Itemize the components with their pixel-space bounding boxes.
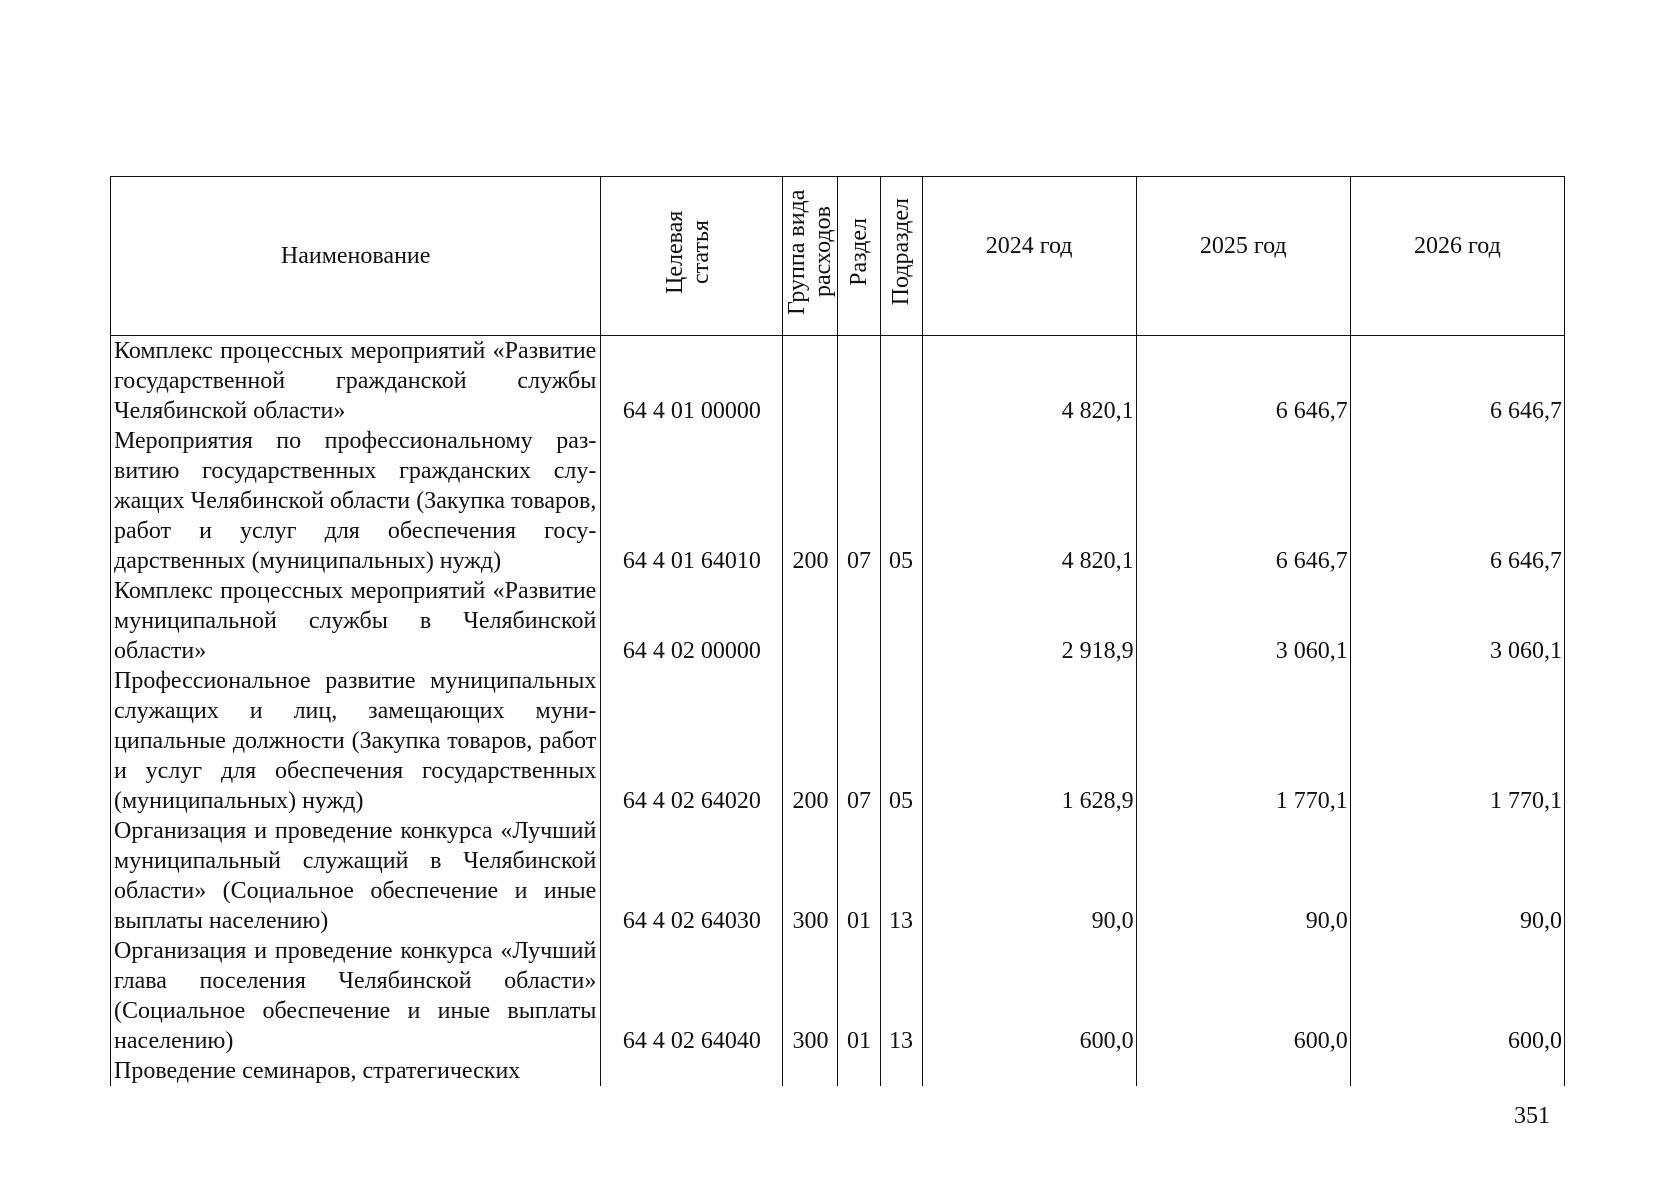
row-value-2024-cell: 4 820,1: [922, 336, 1136, 427]
header-expense-group: Группа вида расходов: [783, 177, 838, 336]
table-row: [111, 336, 1565, 427]
row-value-2026-cell: 6 646,7: [1350, 336, 1564, 427]
row-value-2025-cell: 90,0: [1136, 816, 1350, 936]
budget-table: [110, 176, 1565, 1086]
row-section-cell: [838, 336, 880, 427]
row-section-cell: 01: [838, 816, 880, 936]
header-section: Раздел: [838, 177, 880, 336]
row-target-article-cell: 64 4 01 00000: [601, 336, 783, 427]
row-section-cell: [838, 576, 880, 666]
row-value-2026-cell: 3 060,1: [1350, 576, 1564, 666]
row-subsection-cell: [880, 336, 922, 427]
row-expense-group-cell: 200: [783, 426, 838, 576]
table-header: [111, 177, 1565, 336]
row-value-2025-cell: [1136, 1056, 1350, 1086]
row-target-article-cell: 64 4 02 64020: [601, 666, 783, 816]
table-row: [111, 576, 1565, 666]
row-subsection-cell: 05: [880, 426, 922, 576]
page-number: 351: [1514, 1103, 1550, 1129]
row-value-2025-cell: 6 646,7: [1136, 336, 1350, 427]
row-value-2024-cell: 2 918,9: [922, 576, 1136, 666]
row-value-2026-cell: 6 646,7: [1350, 426, 1564, 576]
row-value-2024-cell: 4 820,1: [922, 426, 1136, 576]
row-expense-group-cell: 200: [783, 666, 838, 816]
row-section-cell: 07: [838, 666, 880, 816]
row-value-2024-cell: [922, 1056, 1136, 1086]
table-row: [111, 426, 1565, 576]
row-value-2024-cell: 600,0: [922, 936, 1136, 1056]
row-name-cell: Организация и проведение конкурса «Лучший глава поселения Челябинской области» (Социальное обеспечение и иные выплаты населению): [111, 936, 601, 1056]
row-subsection-cell: 05: [880, 666, 922, 816]
row-value-2026-cell: 600,0: [1350, 936, 1564, 1056]
row-value-2026-cell: [1350, 1056, 1564, 1086]
header-target-article: Целевая статья: [601, 177, 783, 336]
row-name-cell: Профессиональное развитие муниципальных служащих и лиц, замещающих муниципальные должности (Закупка товаров, работ и услуг для обеспечения государственных (муниципальных) нужд): [111, 666, 601, 816]
header-year-2025: 2025 год: [1136, 177, 1350, 336]
row-value-2024-cell: 90,0: [922, 816, 1136, 936]
header-name: Наименование: [111, 177, 601, 336]
row-section-cell: 01: [838, 936, 880, 1056]
row-expense-group-cell: [783, 576, 838, 666]
header-subsection: Подраздел: [880, 177, 922, 336]
table-row: [111, 816, 1565, 936]
row-value-2025-cell: 6 646,7: [1136, 426, 1350, 576]
row-subsection-cell: [880, 576, 922, 666]
row-target-article-cell: 64 4 02 64030: [601, 816, 783, 936]
row-expense-group-cell: [783, 1056, 838, 1086]
row-value-2026-cell: 1 770,1: [1350, 666, 1564, 816]
row-value-2024-cell: 1 628,9: [922, 666, 1136, 816]
row-name-cell: Организация и проведение конкурса «Лучший муниципальный служащий в Челябинской области» (Социальное обеспечение и иные выплаты населению): [111, 816, 601, 936]
row-expense-group-cell: [783, 336, 838, 427]
row-value-2025-cell: 600,0: [1136, 936, 1350, 1056]
row-name-cell: Проведение семинаров, стратегических: [111, 1056, 601, 1086]
row-expense-group-cell: 300: [783, 936, 838, 1056]
header-year-2026: 2026 год: [1350, 177, 1564, 336]
row-subsection-cell: 13: [880, 816, 922, 936]
table-row: [111, 1056, 1565, 1086]
table-row: [111, 936, 1565, 1056]
row-target-article-cell: 64 4 02 64040: [601, 936, 783, 1056]
row-value-2025-cell: 1 770,1: [1136, 666, 1350, 816]
row-name-cell: Комплекс процессных мероприятий «Развитие государственной гражданской службы Челябинской области»: [111, 336, 601, 427]
row-value-2026-cell: 90,0: [1350, 816, 1564, 936]
row-value-2025-cell: 3 060,1: [1136, 576, 1350, 666]
row-name-cell: Мероприятия по профессиональному развитию государственных гражданских служащих Челябинской области (Закупка товаров, работ и услуг для обеспечения государственных (муниципальных) нужд): [111, 426, 601, 576]
row-section-cell: 07: [838, 426, 880, 576]
row-target-article-cell: [601, 1056, 783, 1086]
row-name-cell: Комплекс процессных мероприятий «Развитие муниципальной службы в Челябинской области»: [111, 576, 601, 666]
row-section-cell: [838, 1056, 880, 1086]
row-subsection-cell: [880, 1056, 922, 1086]
row-target-article-cell: 64 4 02 00000: [601, 576, 783, 666]
row-target-article-cell: 64 4 01 64010: [601, 426, 783, 576]
row-subsection-cell: 13: [880, 936, 922, 1056]
row-expense-group-cell: 300: [783, 816, 838, 936]
header-year-2024: 2024 год: [922, 177, 1136, 336]
table-body: [111, 336, 1565, 1087]
table-row: [111, 666, 1565, 816]
